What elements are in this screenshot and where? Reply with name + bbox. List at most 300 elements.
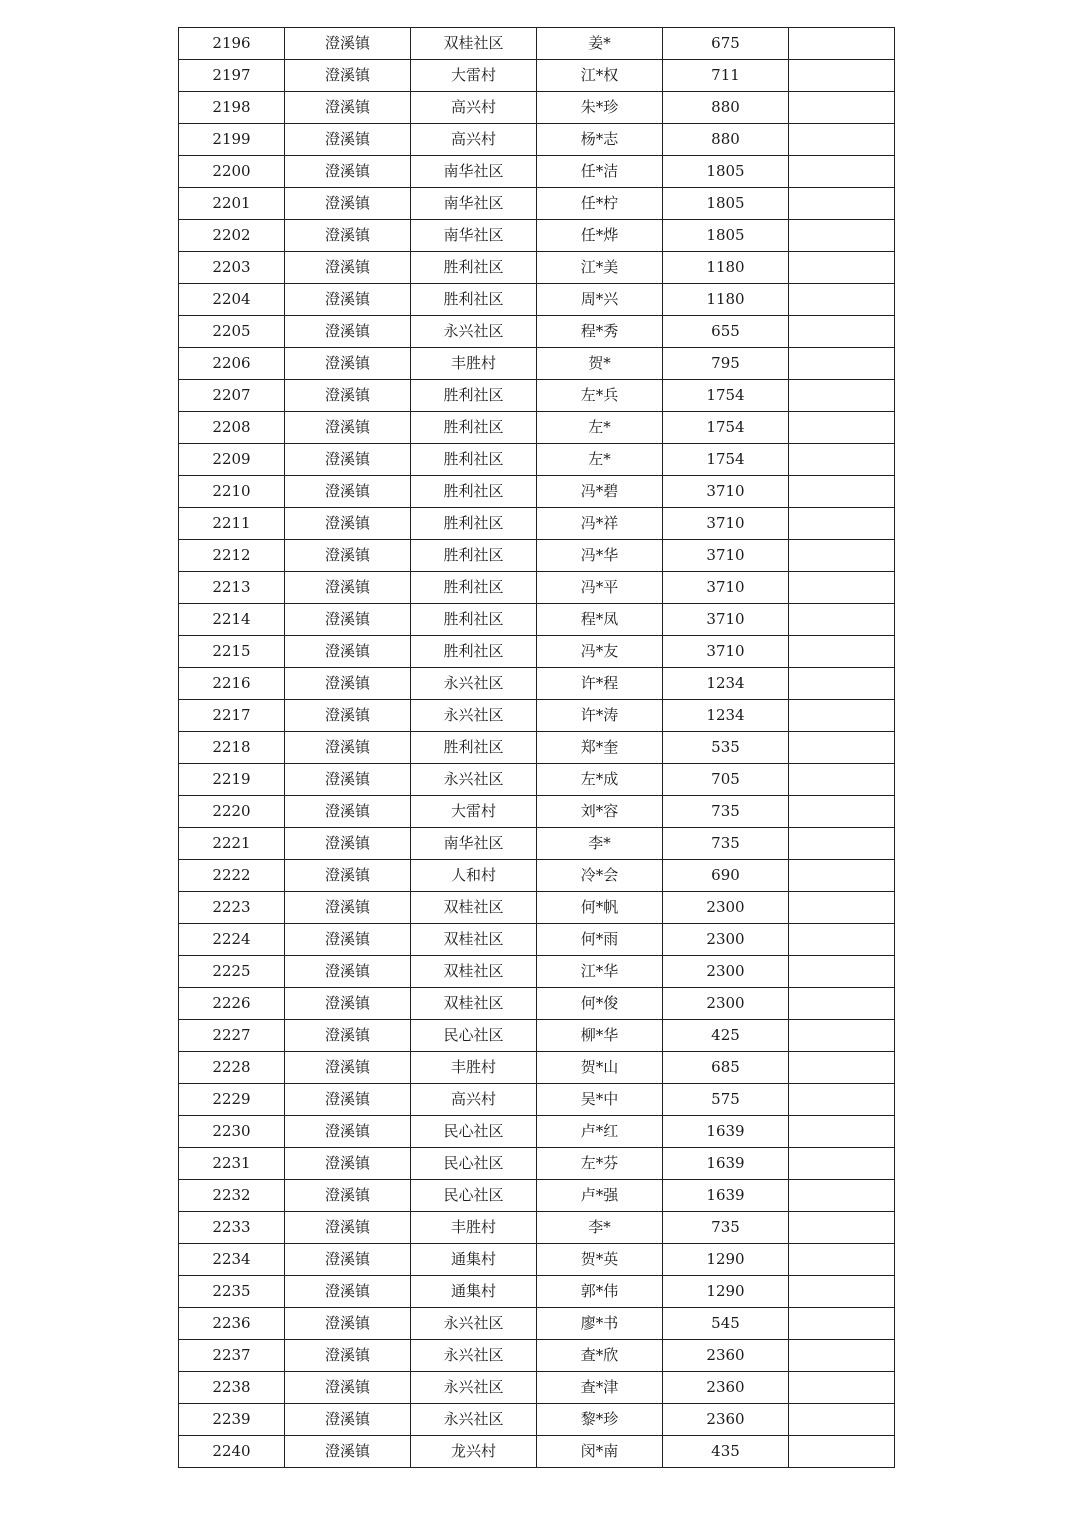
village-cell: 胜利社区 (411, 444, 537, 476)
town-cell: 澄溪镇 (285, 1212, 411, 1244)
name-cell: 任*烨 (537, 220, 663, 252)
remark-cell (789, 92, 895, 124)
village-cell: 胜利社区 (411, 380, 537, 412)
village-cell: 南华社区 (411, 188, 537, 220)
remark-cell (789, 284, 895, 316)
amount-cell: 880 (663, 92, 789, 124)
serial-number-cell: 2207 (179, 380, 285, 412)
name-cell: 卢*强 (537, 1180, 663, 1212)
serial-number-cell: 2240 (179, 1436, 285, 1468)
amount-cell: 3710 (663, 476, 789, 508)
name-cell: 贺* (537, 348, 663, 380)
town-cell: 澄溪镇 (285, 1308, 411, 1340)
town-cell: 澄溪镇 (285, 636, 411, 668)
village-cell: 胜利社区 (411, 252, 537, 284)
remark-cell (789, 252, 895, 284)
serial-number-cell: 2208 (179, 412, 285, 444)
town-cell: 澄溪镇 (285, 764, 411, 796)
table-row (179, 508, 895, 540)
remark-cell (789, 444, 895, 476)
serial-number-cell: 2238 (179, 1372, 285, 1404)
name-cell: 江*华 (537, 956, 663, 988)
serial-number-cell: 2226 (179, 988, 285, 1020)
amount-cell: 2300 (663, 956, 789, 988)
serial-number-cell: 2215 (179, 636, 285, 668)
table-row (179, 956, 895, 988)
town-cell: 澄溪镇 (285, 796, 411, 828)
town-cell: 澄溪镇 (285, 316, 411, 348)
name-cell: 查*欣 (537, 1340, 663, 1372)
serial-number-cell: 2230 (179, 1116, 285, 1148)
village-cell: 通集村 (411, 1244, 537, 1276)
name-cell: 杨*志 (537, 124, 663, 156)
table-row (179, 1404, 895, 1436)
table-row (179, 540, 895, 572)
name-cell: 冯*碧 (537, 476, 663, 508)
amount-cell: 2360 (663, 1404, 789, 1436)
serial-number-cell: 2213 (179, 572, 285, 604)
village-cell: 民心社区 (411, 1180, 537, 1212)
remark-cell (789, 1404, 895, 1436)
amount-cell: 1754 (663, 412, 789, 444)
name-cell: 黎*珍 (537, 1404, 663, 1436)
serial-number-cell: 2223 (179, 892, 285, 924)
name-cell: 左*芬 (537, 1148, 663, 1180)
serial-number-cell: 2201 (179, 188, 285, 220)
table-row (179, 668, 895, 700)
amount-cell: 1234 (663, 700, 789, 732)
village-cell: 大雷村 (411, 796, 537, 828)
serial-number-cell: 2209 (179, 444, 285, 476)
town-cell: 澄溪镇 (285, 444, 411, 476)
serial-number-cell: 2205 (179, 316, 285, 348)
name-cell: 许*涛 (537, 700, 663, 732)
remark-cell (789, 1308, 895, 1340)
town-cell: 澄溪镇 (285, 1116, 411, 1148)
name-cell: 卢*红 (537, 1116, 663, 1148)
serial-number-cell: 2197 (179, 60, 285, 92)
town-cell: 澄溪镇 (285, 508, 411, 540)
village-cell: 通集村 (411, 1276, 537, 1308)
town-cell: 澄溪镇 (285, 1340, 411, 1372)
remark-cell (789, 572, 895, 604)
name-cell: 郭*伟 (537, 1276, 663, 1308)
table-row (179, 1244, 895, 1276)
name-cell: 程*凤 (537, 604, 663, 636)
serial-number-cell: 2231 (179, 1148, 285, 1180)
village-cell: 胜利社区 (411, 604, 537, 636)
table-row (179, 476, 895, 508)
town-cell: 澄溪镇 (285, 1244, 411, 1276)
remark-cell (789, 1020, 895, 1052)
town-cell: 澄溪镇 (285, 732, 411, 764)
village-cell: 人和村 (411, 860, 537, 892)
remark-cell (789, 348, 895, 380)
amount-cell: 1234 (663, 668, 789, 700)
name-cell: 江*美 (537, 252, 663, 284)
town-cell: 澄溪镇 (285, 1372, 411, 1404)
table-row (179, 348, 895, 380)
table-row (179, 1308, 895, 1340)
serial-number-cell: 2218 (179, 732, 285, 764)
serial-number-cell: 2229 (179, 1084, 285, 1116)
amount-cell: 2360 (663, 1372, 789, 1404)
table-row (179, 188, 895, 220)
amount-cell: 3710 (663, 540, 789, 572)
table-row (179, 572, 895, 604)
name-cell: 何*俊 (537, 988, 663, 1020)
remark-cell (789, 540, 895, 572)
serial-number-cell: 2202 (179, 220, 285, 252)
amount-cell: 711 (663, 60, 789, 92)
town-cell: 澄溪镇 (285, 1020, 411, 1052)
name-cell: 贺*英 (537, 1244, 663, 1276)
town-cell: 澄溪镇 (285, 924, 411, 956)
table-row (179, 60, 895, 92)
remark-cell (789, 1276, 895, 1308)
town-cell: 澄溪镇 (285, 220, 411, 252)
serial-number-cell: 2232 (179, 1180, 285, 1212)
village-cell: 永兴社区 (411, 700, 537, 732)
serial-number-cell: 2204 (179, 284, 285, 316)
table-row (179, 1052, 895, 1084)
serial-number-cell: 2233 (179, 1212, 285, 1244)
serial-number-cell: 2199 (179, 124, 285, 156)
name-cell: 李* (537, 1212, 663, 1244)
table-row (179, 1020, 895, 1052)
name-cell: 刘*容 (537, 796, 663, 828)
town-cell: 澄溪镇 (285, 28, 411, 60)
table-row (179, 1148, 895, 1180)
table-row (179, 604, 895, 636)
remark-cell (789, 1052, 895, 1084)
serial-number-cell: 2210 (179, 476, 285, 508)
name-cell: 周*兴 (537, 284, 663, 316)
amount-cell: 1754 (663, 444, 789, 476)
table-row (179, 28, 895, 60)
village-cell: 永兴社区 (411, 764, 537, 796)
amount-cell: 545 (663, 1308, 789, 1340)
amount-cell: 1805 (663, 188, 789, 220)
amount-cell: 1639 (663, 1180, 789, 1212)
amount-cell: 1754 (663, 380, 789, 412)
town-cell: 澄溪镇 (285, 860, 411, 892)
amount-cell: 3710 (663, 604, 789, 636)
amount-cell: 2300 (663, 988, 789, 1020)
serial-number-cell: 2203 (179, 252, 285, 284)
serial-number-cell: 2227 (179, 1020, 285, 1052)
village-cell: 丰胜村 (411, 1212, 537, 1244)
name-cell: 郑*奎 (537, 732, 663, 764)
amount-cell: 735 (663, 1212, 789, 1244)
town-cell: 澄溪镇 (285, 92, 411, 124)
table-row (179, 444, 895, 476)
serial-number-cell: 2224 (179, 924, 285, 956)
name-cell: 柳*华 (537, 1020, 663, 1052)
remark-cell (789, 60, 895, 92)
serial-number-cell: 2217 (179, 700, 285, 732)
town-cell: 澄溪镇 (285, 892, 411, 924)
remark-cell (789, 924, 895, 956)
town-cell: 澄溪镇 (285, 252, 411, 284)
village-cell: 永兴社区 (411, 1372, 537, 1404)
village-cell: 南华社区 (411, 156, 537, 188)
village-cell: 大雷村 (411, 60, 537, 92)
village-cell: 双桂社区 (411, 892, 537, 924)
serial-number-cell: 2225 (179, 956, 285, 988)
name-cell: 左*兵 (537, 380, 663, 412)
name-cell: 左* (537, 412, 663, 444)
amount-cell: 675 (663, 28, 789, 60)
village-cell: 胜利社区 (411, 572, 537, 604)
village-cell: 胜利社区 (411, 412, 537, 444)
serial-number-cell: 2237 (179, 1340, 285, 1372)
table-row (179, 1180, 895, 1212)
village-cell: 永兴社区 (411, 316, 537, 348)
table-row (179, 860, 895, 892)
town-cell: 澄溪镇 (285, 380, 411, 412)
remark-cell (789, 412, 895, 444)
remark-cell (789, 476, 895, 508)
name-cell: 朱*珍 (537, 92, 663, 124)
town-cell: 澄溪镇 (285, 828, 411, 860)
village-cell: 龙兴村 (411, 1436, 537, 1468)
name-cell: 江*权 (537, 60, 663, 92)
name-cell: 许*程 (537, 668, 663, 700)
village-cell: 南华社区 (411, 828, 537, 860)
remark-cell (789, 604, 895, 636)
amount-cell: 2360 (663, 1340, 789, 1372)
village-cell: 永兴社区 (411, 1340, 537, 1372)
town-cell: 澄溪镇 (285, 156, 411, 188)
name-cell: 李* (537, 828, 663, 860)
amount-cell: 685 (663, 1052, 789, 1084)
roster-table-body (179, 28, 895, 1468)
table-row (179, 1372, 895, 1404)
village-cell: 胜利社区 (411, 636, 537, 668)
serial-number-cell: 2200 (179, 156, 285, 188)
serial-number-cell: 2228 (179, 1052, 285, 1084)
remark-cell (789, 508, 895, 540)
remark-cell (789, 28, 895, 60)
amount-cell: 435 (663, 1436, 789, 1468)
amount-cell: 3710 (663, 636, 789, 668)
table-row (179, 1436, 895, 1468)
amount-cell: 735 (663, 828, 789, 860)
amount-cell: 1290 (663, 1244, 789, 1276)
amount-cell: 880 (663, 124, 789, 156)
remark-cell (789, 1244, 895, 1276)
name-cell: 冯*平 (537, 572, 663, 604)
serial-number-cell: 2221 (179, 828, 285, 860)
town-cell: 澄溪镇 (285, 1148, 411, 1180)
serial-number-cell: 2235 (179, 1276, 285, 1308)
remark-cell (789, 796, 895, 828)
town-cell: 澄溪镇 (285, 700, 411, 732)
remark-cell (789, 956, 895, 988)
name-cell: 吴*中 (537, 1084, 663, 1116)
serial-number-cell: 2216 (179, 668, 285, 700)
village-cell: 高兴村 (411, 1084, 537, 1116)
town-cell: 澄溪镇 (285, 1276, 411, 1308)
village-cell: 永兴社区 (411, 1308, 537, 1340)
name-cell: 闵*南 (537, 1436, 663, 1468)
amount-cell: 2300 (663, 924, 789, 956)
town-cell: 澄溪镇 (285, 1404, 411, 1436)
name-cell: 何*雨 (537, 924, 663, 956)
amount-cell: 535 (663, 732, 789, 764)
remark-cell (789, 1116, 895, 1148)
amount-cell: 690 (663, 860, 789, 892)
table-row (179, 1340, 895, 1372)
table-row (179, 924, 895, 956)
remark-cell (789, 1180, 895, 1212)
town-cell: 澄溪镇 (285, 124, 411, 156)
village-cell: 胜利社区 (411, 508, 537, 540)
remark-cell (789, 1372, 895, 1404)
serial-number-cell: 2236 (179, 1308, 285, 1340)
amount-cell: 705 (663, 764, 789, 796)
table-row (179, 636, 895, 668)
amount-cell: 1180 (663, 252, 789, 284)
table-row (179, 284, 895, 316)
name-cell: 任*洁 (537, 156, 663, 188)
table-row (179, 892, 895, 924)
town-cell: 澄溪镇 (285, 476, 411, 508)
table-row (179, 764, 895, 796)
serial-number-cell: 2219 (179, 764, 285, 796)
amount-cell: 2300 (663, 892, 789, 924)
village-cell: 高兴村 (411, 92, 537, 124)
village-cell: 民心社区 (411, 1020, 537, 1052)
table-row (179, 252, 895, 284)
town-cell: 澄溪镇 (285, 412, 411, 444)
town-cell: 澄溪镇 (285, 1436, 411, 1468)
serial-number-cell: 2196 (179, 28, 285, 60)
table-row (179, 156, 895, 188)
table-row (179, 796, 895, 828)
serial-number-cell: 2206 (179, 348, 285, 380)
roster-table (178, 27, 895, 1468)
town-cell: 澄溪镇 (285, 60, 411, 92)
village-cell: 胜利社区 (411, 732, 537, 764)
village-cell: 双桂社区 (411, 28, 537, 60)
table-row (179, 380, 895, 412)
table-row (179, 92, 895, 124)
remark-cell (789, 1436, 895, 1468)
amount-cell: 1639 (663, 1148, 789, 1180)
table-row (179, 220, 895, 252)
table-row (179, 316, 895, 348)
amount-cell: 1180 (663, 284, 789, 316)
village-cell: 胜利社区 (411, 284, 537, 316)
village-cell: 双桂社区 (411, 956, 537, 988)
amount-cell: 3710 (663, 572, 789, 604)
serial-number-cell: 2220 (179, 796, 285, 828)
town-cell: 澄溪镇 (285, 668, 411, 700)
remark-cell (789, 636, 895, 668)
document-page (178, 27, 894, 1468)
amount-cell: 1639 (663, 1116, 789, 1148)
amount-cell: 425 (663, 1020, 789, 1052)
name-cell: 廖*书 (537, 1308, 663, 1340)
town-cell: 澄溪镇 (285, 956, 411, 988)
name-cell: 任*柠 (537, 188, 663, 220)
serial-number-cell: 2198 (179, 92, 285, 124)
serial-number-cell: 2239 (179, 1404, 285, 1436)
village-cell: 南华社区 (411, 220, 537, 252)
amount-cell: 1290 (663, 1276, 789, 1308)
table-row (179, 700, 895, 732)
remark-cell (789, 732, 895, 764)
village-cell: 胜利社区 (411, 540, 537, 572)
village-cell: 高兴村 (411, 124, 537, 156)
remark-cell (789, 220, 895, 252)
table-row (179, 732, 895, 764)
town-cell: 澄溪镇 (285, 348, 411, 380)
table-row (179, 1212, 895, 1244)
remark-cell (789, 668, 895, 700)
village-cell: 胜利社区 (411, 476, 537, 508)
table-row (179, 1276, 895, 1308)
name-cell: 何*帆 (537, 892, 663, 924)
town-cell: 澄溪镇 (285, 572, 411, 604)
amount-cell: 795 (663, 348, 789, 380)
town-cell: 澄溪镇 (285, 1084, 411, 1116)
remark-cell (789, 124, 895, 156)
serial-number-cell: 2211 (179, 508, 285, 540)
name-cell: 查*津 (537, 1372, 663, 1404)
name-cell: 左*成 (537, 764, 663, 796)
table-row (179, 1084, 895, 1116)
village-cell: 永兴社区 (411, 1404, 537, 1436)
name-cell: 冯*华 (537, 540, 663, 572)
table-row (179, 412, 895, 444)
town-cell: 澄溪镇 (285, 988, 411, 1020)
name-cell: 冷*会 (537, 860, 663, 892)
remark-cell (789, 988, 895, 1020)
remark-cell (789, 892, 895, 924)
name-cell: 冯*祥 (537, 508, 663, 540)
village-cell: 丰胜村 (411, 348, 537, 380)
village-cell: 双桂社区 (411, 924, 537, 956)
remark-cell (789, 860, 895, 892)
table-row (179, 988, 895, 1020)
name-cell: 冯*友 (537, 636, 663, 668)
remark-cell (789, 1212, 895, 1244)
name-cell: 程*秀 (537, 316, 663, 348)
town-cell: 澄溪镇 (285, 604, 411, 636)
table-row (179, 828, 895, 860)
remark-cell (789, 1148, 895, 1180)
village-cell: 丰胜村 (411, 1052, 537, 1084)
remark-cell (789, 764, 895, 796)
village-cell: 民心社区 (411, 1148, 537, 1180)
table-row (179, 124, 895, 156)
town-cell: 澄溪镇 (285, 1052, 411, 1084)
name-cell: 姜* (537, 28, 663, 60)
amount-cell: 655 (663, 316, 789, 348)
remark-cell (789, 380, 895, 412)
serial-number-cell: 2214 (179, 604, 285, 636)
town-cell: 澄溪镇 (285, 188, 411, 220)
remark-cell (789, 156, 895, 188)
serial-number-cell: 2234 (179, 1244, 285, 1276)
amount-cell: 3710 (663, 508, 789, 540)
village-cell: 永兴社区 (411, 668, 537, 700)
remark-cell (789, 188, 895, 220)
serial-number-cell: 2222 (179, 860, 285, 892)
